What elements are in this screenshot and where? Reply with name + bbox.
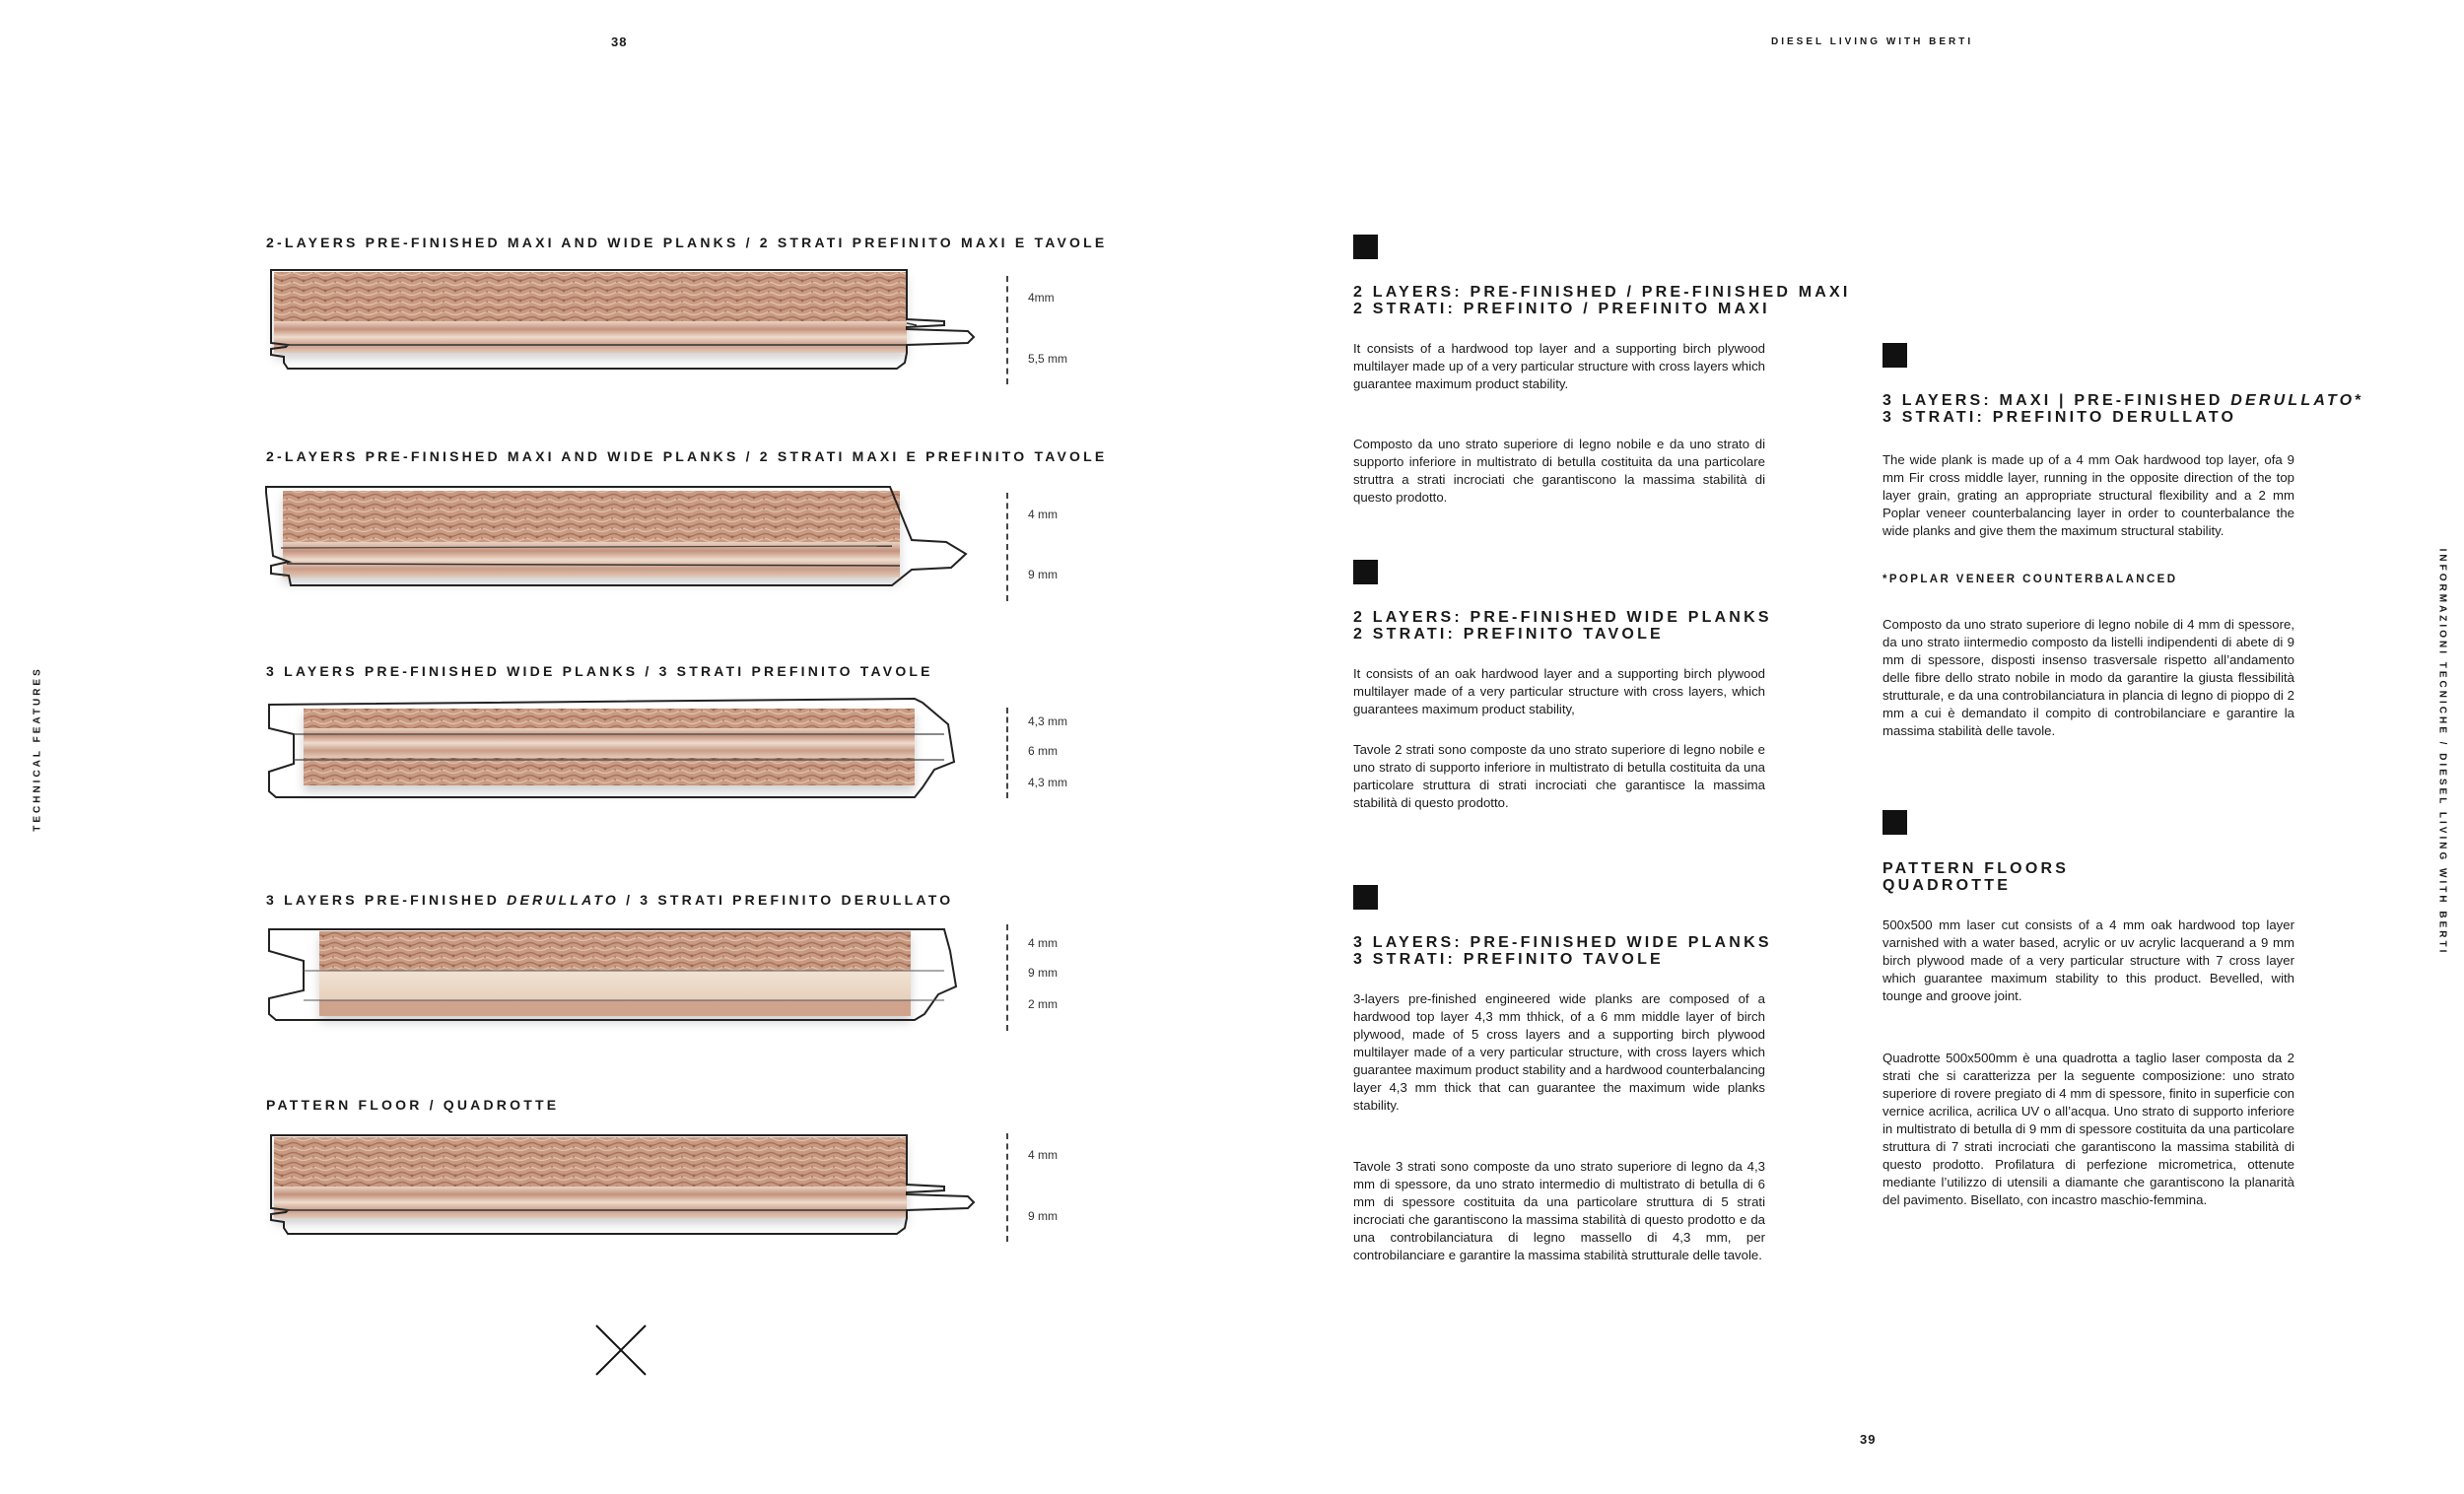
plank-diagram-5: [266, 1131, 976, 1255]
block-4-text-it: Composto da uno strato superiore di legno nobile di 4 mm di spessore, da uno strato iintermedio composto da listelli indipendenti di abete di 9 mm di spessore, disposti insenso trasversale rispetto all’andamento delle fibre dello strato nobile in modo da garantire la giusta flessibilità strutturale, e da una controbilanciatura in plancia di legno di pioppo di 2 mm a cui è demandato il compito di controbilanciare e garantire la massima stabilità delle tavole.: [1882, 617, 2294, 738]
section-marker-square: [1353, 885, 1378, 910]
dimension-label: 4mm: [1028, 291, 1055, 305]
section-title-3: 3 LAYERS PRE-FINISHED WIDE PLANKS / 3 STRATI PREFINITO TAVOLE: [266, 663, 933, 679]
page-number-right: 39: [1860, 1432, 1877, 1447]
section-title-4-part: / 3 STRATI PREFINITO DERULLATO: [619, 892, 954, 908]
block-1-text-en: It consists of a hardwood top layer and a supporting birch plywood multilayer made up of a very particular structure with cross layers which guarantee maximum product stability.: [1353, 341, 1765, 391]
plank-diagram-1: [266, 266, 976, 389]
block-4-heading-part: *: [2355, 392, 2364, 409]
section-title-1: 2-LAYERS PRE-FINISHED MAXI AND WIDE PLANKS / 2 STRATI PREFINITO MAXI E TAVOLE: [266, 235, 1108, 250]
block-3-heading: 3 LAYERS: PRE-FINISHED WIDE PLANKS: [1353, 934, 1772, 951]
dimension-label: 4,3 mm: [1028, 776, 1068, 789]
section-title-2: 2-LAYERS PRE-FINISHED MAXI AND WIDE PLANKS / 2 STRATI MAXI E PREFINITO TAVOLE: [266, 448, 1108, 464]
dimension-marker-2: [1006, 493, 1008, 601]
block-5-heading: PATTERN FLOORS: [1882, 860, 2070, 877]
dimension-label: 4 mm: [1028, 508, 1058, 521]
section-marker-square: [1353, 235, 1378, 259]
block-2-heading: 2 LAYERS: PRE-FINISHED WIDE PLANKS: [1353, 609, 1772, 626]
dimension-label: 9 mm: [1028, 1209, 1058, 1223]
dimension-label: 9 mm: [1028, 568, 1058, 581]
dimension-marker-4: [1006, 924, 1008, 1031]
dimension-marker-5: [1006, 1133, 1008, 1242]
dimension-marker-1: [1006, 276, 1008, 384]
block-4-heading-part: 3 LAYERS: MAXI | PRE-FINISHED: [1882, 392, 2231, 409]
block-1-text-it: Composto da uno strato superiore di legno nobile e da uno strato di supporto inferiore in multistrato di betulla costituita da una particolare struttra a strati incrociati che garantiscono la massima stabilità di questo prodotto.: [1353, 437, 1765, 505]
dimension-marker-3: [1006, 708, 1008, 798]
block-3-subheading: 3 STRATI: PREFINITO TAVOLE: [1353, 951, 1664, 968]
dimension-label: 4 mm: [1028, 1148, 1058, 1162]
section-marker-square: [1882, 343, 1907, 368]
block-1-heading: 2 LAYERS: PRE-FINISHED / PRE-FINISHED MAXI: [1353, 284, 1851, 301]
section-title-4: [266, 892, 953, 908]
block-4-subheading: 3 STRATI: PREFINITO DERULLATO: [1882, 409, 2237, 426]
block-2-text-it: Tavole 2 strati sono composte da uno strato superiore di legno nobile e uno strato di supporto inferiore in multistrato di betulla costituita da una particolare struttura di strati incrociati che garantisce la massima stabilità di questo prodotto.: [1353, 742, 1765, 810]
block-4-text-en: The wide plank is made up of a 4 mm Oak hardwood top layer, ofa 9 mm Fir cross middle layer, running in the opposite direction of the top layer grain, grating an appropriate structural flexibility and a 2 mm Poplar veneer counterbalancing layer in order to counterbalance the wide planks and give them the maximum structural stability.: [1882, 452, 2294, 538]
block-2-text-en: It consists of an oak hardwood layer and a supporting birch plywood multilayer made of a very particular structure with cross layers, which guarantees maximum product stability,: [1353, 666, 1765, 716]
running-header: DIESEL LIVING WITH BERTI: [1771, 36, 1974, 47]
dimension-label: 4,3 mm: [1028, 714, 1068, 728]
section-marker-square: [1353, 560, 1378, 584]
block-5-text-en: 500x500 mm laser cut consists of a 4 mm oak hardwood top layer varnished with a water based, acrylic or uv acrylic lacquerand a 9 mm birch plywood made of a very particular structure with 7 cross layer which guarantee maximum stability to this product. Bevelled, with tounge and groove joint.: [1882, 917, 2294, 1003]
plank-diagram-4: [264, 921, 974, 1045]
close-x-icon: [594, 1324, 648, 1382]
block-2-subheading: 2 STRATI: PREFINITO TAVOLE: [1353, 626, 1664, 643]
dimension-label: 5,5 mm: [1028, 352, 1068, 366]
plank-diagram-3: [264, 695, 974, 818]
vertical-label-informazioni: INFORMAZIONI TECNICHE / DIESEL LIVING WITH BERTI: [2436, 548, 2448, 956]
block-1-subheading: 2 STRATI: PREFINITO / PREFINITO MAXI: [1353, 301, 1770, 317]
dimension-label: 6 mm: [1028, 744, 1058, 758]
block-5-text-it: Quadrotte 500x500mm è una quadrotta a taglio laser composta da 2 strati che si caratterizza per la seguente composizione: uno strato superiore di rovere pregiato di 4 mm di spessore, finito in superficie con vernice acrilica, acrilica UV o all’acqua. Uno strato di supporto inferiore in multistrato di betulla di 9 mm di spessore costituita da una particolare struttura di 7 strati incrociati che garantiscono la massima stabilità di questo prodotto. Profilatura di perfezione micrometrica, ottenute mediante l’utilizzo di utensili a diamante che garantiscono la planarità del pavimento. Bisellato, con incastro maschio-femmina.: [1882, 1051, 2294, 1207]
vertical-label-technical-features: TECHNICAL FEATURES: [32, 666, 43, 832]
block-4-heading-italic: DERULLATO: [2230, 392, 2356, 409]
dimension-label: 4 mm: [1028, 936, 1058, 950]
section-title-5: PATTERN FLOOR / QUADROTTE: [266, 1097, 560, 1113]
block-3-text-en: 3-layers pre-finished engineered wide planks are composed of a hardwood top layer 4,3 mm thhick, of a 6 mm middle layer of birch plywood, made of 5 cross layers and a supporting birch plywood multilayer made of a very particular structure, with cross layers which guarantee maximum product stability and a hardwood counterbalancing layer 4,3 mm thick that can guarantee the maximum wide planks stability.: [1353, 991, 1765, 1113]
dimension-label: 9 mm: [1028, 966, 1058, 980]
page-number-left: 38: [611, 34, 628, 49]
section-title-4-italic: DERULLATO: [507, 892, 619, 908]
block-3-text-it: Tavole 3 strati sono composte da uno strato superiore di legno da 4,3 mm di spessore, da uno strato intermedio di multistrato di betulla di 6 mm di spessore costituita da una particolare struttura di 5 strati incrociati che garantiscono la massima stabilità di questo prodotto e da una controbilanciatura di legno massello di 4,3 mm, per controbilanciare e garantire la massima stabilità strutturale delle tavole.: [1353, 1159, 1765, 1262]
dimension-label: 2 mm: [1028, 997, 1058, 1011]
block-4-heading: [1882, 392, 2364, 409]
section-marker-square: [1882, 810, 1907, 835]
plank-diagram-2: [261, 483, 971, 606]
block-4-note: *POPLAR VENEER COUNTERBALANCED: [1882, 574, 2178, 585]
block-5-subheading: QUADROTTE: [1882, 877, 2012, 894]
section-title-4-part: 3 LAYERS PRE-FINISHED: [266, 892, 508, 908]
